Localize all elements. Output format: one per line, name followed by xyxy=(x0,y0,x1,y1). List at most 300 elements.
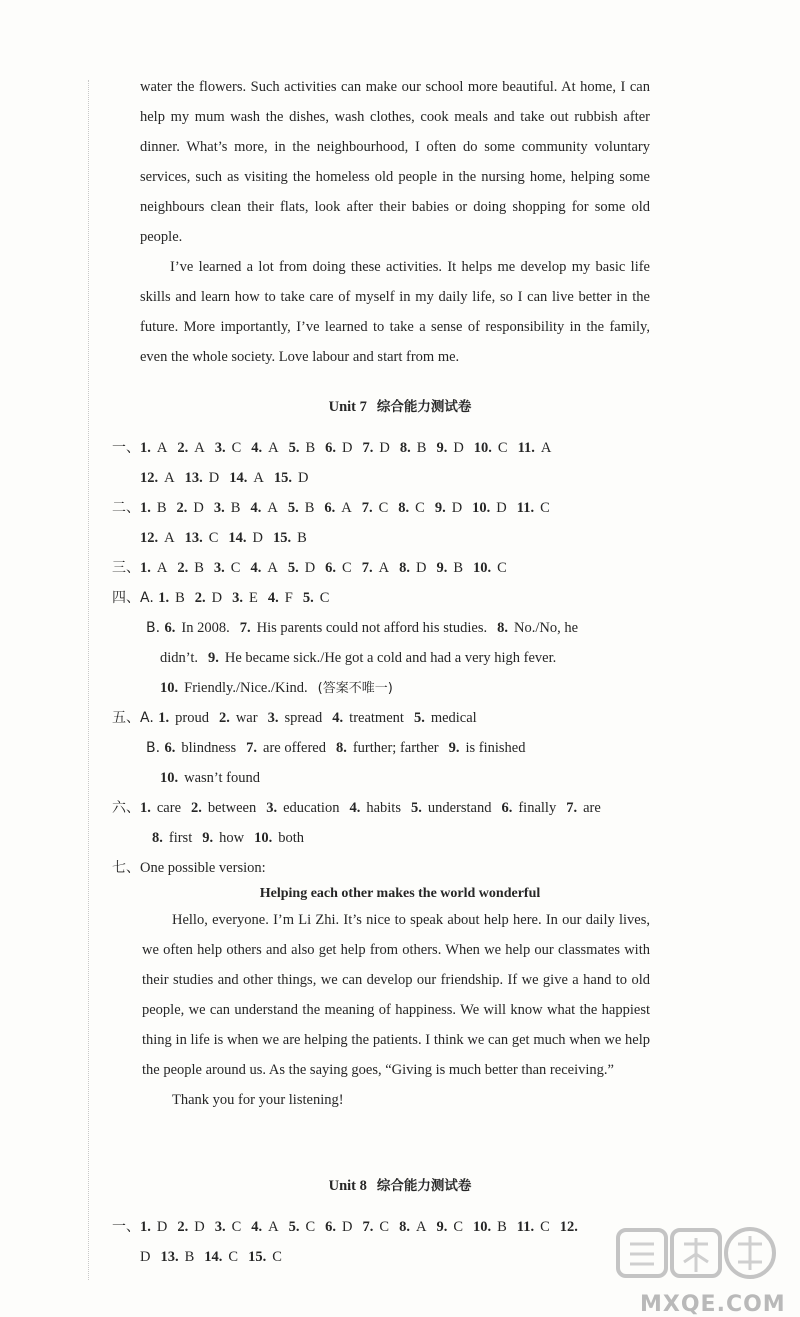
answer-item xyxy=(177,1219,204,1235)
section-number: 一、 xyxy=(112,1219,140,1235)
question-number: 3. xyxy=(232,590,244,606)
answer-item xyxy=(289,1219,316,1235)
answer-item xyxy=(497,620,578,636)
answer-line xyxy=(112,793,611,823)
answer-item xyxy=(248,1249,282,1265)
answer-item xyxy=(362,560,389,576)
answer-value: D xyxy=(453,440,464,456)
answer-value: C xyxy=(415,500,425,516)
answer-item xyxy=(214,560,241,576)
question-number: 14. xyxy=(228,530,247,546)
answer-item xyxy=(185,530,219,546)
answer-value: No./No, he xyxy=(513,620,579,636)
answer-value: B xyxy=(297,530,307,546)
answer-item xyxy=(140,530,175,546)
answer-value: A xyxy=(267,500,278,516)
answer-value: D xyxy=(415,560,427,576)
answer-item xyxy=(140,440,167,456)
answer-value: B xyxy=(175,590,185,606)
answer-value: C xyxy=(453,1219,463,1235)
question-number: 8. xyxy=(398,500,410,516)
answer-value: first xyxy=(168,830,193,846)
unit8-heading xyxy=(0,1174,800,1195)
answer-item xyxy=(289,440,316,456)
question-number: 1. xyxy=(140,440,151,456)
answer-value: D xyxy=(194,1219,205,1235)
answer-line xyxy=(146,733,535,763)
unit7-heading xyxy=(0,395,800,416)
answer-item xyxy=(250,500,277,516)
answer-value: His parents could not afford his studies. xyxy=(256,620,488,636)
answer-value: finally xyxy=(518,800,557,816)
composition-paragraph: I’ve learned a lot from doing these activities. It helps me develop my basic life skills and learn how to take care of myself in my daily life, so I can live better in the future. More importantly, I’ve learned to take a sense of responsibility in the family, even the whole society. Love labour and start from me. xyxy=(140,259,650,365)
answer-item xyxy=(363,440,390,456)
answer-item xyxy=(165,620,230,636)
answer-value: understand xyxy=(427,800,492,816)
answer-value: education xyxy=(283,800,340,816)
model-essay xyxy=(142,905,650,1115)
answer-item xyxy=(449,740,526,756)
question-number: 7. xyxy=(566,800,578,816)
answer-item xyxy=(160,650,198,666)
question-number: 5. xyxy=(288,440,300,456)
answer-item xyxy=(399,560,426,576)
answer-item xyxy=(273,530,307,546)
answer-item xyxy=(325,560,352,576)
answer-line xyxy=(112,583,339,613)
answer-note: (答案不唯一) xyxy=(317,681,393,696)
answer-item xyxy=(266,800,339,816)
answer-item xyxy=(473,560,507,576)
question-number: 9. xyxy=(436,560,448,576)
question-number: 10. xyxy=(473,440,492,456)
question-number: 13. xyxy=(184,530,203,546)
question-number: 4. xyxy=(250,500,262,516)
answer-item xyxy=(158,590,185,606)
answer-item xyxy=(240,620,487,636)
answer-item xyxy=(254,830,304,846)
answer-value: A xyxy=(378,560,390,576)
answer-value: C xyxy=(342,560,352,576)
question-number: 10. xyxy=(472,1219,492,1235)
question-number: 2. xyxy=(191,800,202,816)
answer-value: didn’t. xyxy=(160,650,198,666)
section-number: 二、 xyxy=(112,500,140,516)
question-number: 9. xyxy=(434,500,446,516)
answer-value: war xyxy=(235,710,258,726)
answer-value: B xyxy=(230,500,241,516)
answer-item xyxy=(436,1219,463,1235)
answer-line xyxy=(112,433,561,463)
question-number: 12. xyxy=(140,470,159,486)
answer-value: A xyxy=(164,470,175,486)
watermark-text: MXQE.COM xyxy=(640,1292,786,1317)
answer-value: A xyxy=(156,560,168,576)
answer-item xyxy=(518,440,552,456)
question-number: 5. xyxy=(287,500,299,516)
answer-line xyxy=(140,463,318,493)
answer-item xyxy=(362,500,389,516)
question-number: 6. xyxy=(325,560,337,576)
question-number: 2. xyxy=(177,560,189,576)
binding-margin-line xyxy=(88,80,89,1280)
answer-item xyxy=(324,500,351,516)
question-number: 4. xyxy=(332,710,344,726)
question-number: 5. xyxy=(302,590,314,606)
answer-item xyxy=(246,740,326,756)
answer-item xyxy=(208,650,556,666)
question-number: 10. xyxy=(472,500,491,516)
answer-value: treatment xyxy=(349,710,404,726)
answer-item xyxy=(251,1219,278,1235)
answer-line xyxy=(140,523,317,553)
answer-item xyxy=(472,500,507,516)
answer-value: D xyxy=(156,1219,168,1235)
answer-value: D xyxy=(342,440,353,456)
question-number: 15. xyxy=(248,1249,267,1265)
answer-value: A xyxy=(164,530,175,546)
answer-value: is finished xyxy=(465,740,526,756)
answer-item xyxy=(349,800,401,816)
question-number: 9. xyxy=(208,650,219,666)
question-number: 9. xyxy=(202,830,214,846)
unit7-label: Unit 7 xyxy=(328,399,367,415)
answer-value: wasn’t found xyxy=(184,770,260,786)
answer-value: One possible version: xyxy=(140,860,266,876)
question-number: 11. xyxy=(516,500,535,516)
question-number: 5. xyxy=(287,560,299,576)
unit8-label: Unit 8 xyxy=(328,1178,367,1194)
answer-line xyxy=(146,613,588,643)
answer-item xyxy=(517,1219,550,1235)
answer-value: how xyxy=(219,830,245,846)
answer-value: C xyxy=(497,440,508,456)
answer-line xyxy=(112,853,276,883)
answer-item xyxy=(436,560,463,576)
answer-value: both xyxy=(278,830,304,846)
question-number: 6. xyxy=(164,620,176,636)
question-number: 1. xyxy=(140,1219,151,1235)
question-number: 1. xyxy=(140,560,151,576)
question-number: 10. xyxy=(254,830,273,846)
question-number: 2. xyxy=(194,590,206,606)
answer-item xyxy=(274,470,309,486)
answer-value: A xyxy=(267,560,278,576)
question-number: 5. xyxy=(410,800,422,816)
question-number: 13. xyxy=(184,470,203,486)
question-number: 9. xyxy=(448,740,460,756)
answer-value: Friendly./Nice./Kind. xyxy=(184,680,308,696)
answer-item xyxy=(560,1219,584,1235)
answer-item xyxy=(303,590,330,606)
answer-item xyxy=(436,440,463,456)
answer-value: D xyxy=(211,590,223,606)
answer-value: D xyxy=(496,500,507,516)
answer-value: A xyxy=(341,500,352,516)
answer-item xyxy=(336,740,439,756)
answer-item xyxy=(191,800,256,816)
answer-value: D xyxy=(208,470,220,486)
answer-item xyxy=(474,440,508,456)
answer-value: D xyxy=(451,500,463,516)
answer-value: A xyxy=(268,1219,279,1235)
answer-value: F xyxy=(284,590,293,606)
section-number: B. xyxy=(146,740,165,756)
question-number: 3. xyxy=(267,710,279,726)
question-number: 7. xyxy=(362,440,374,456)
question-number: 15. xyxy=(273,530,292,546)
question-number: 2. xyxy=(218,710,230,726)
answer-item xyxy=(250,560,277,576)
question-number: 5. xyxy=(288,1219,300,1235)
section-number: 六、 xyxy=(112,800,140,816)
question-number: 12. xyxy=(140,530,159,546)
answer-value: C xyxy=(231,1219,242,1235)
answer-item xyxy=(140,500,167,516)
answer-value: proud xyxy=(175,710,209,726)
question-number: 8. xyxy=(335,740,347,756)
question-number: 6. xyxy=(325,1219,337,1235)
essay-title: Helping each other makes the world wonderful xyxy=(259,886,541,901)
answer-value: A xyxy=(268,440,279,456)
answer-item xyxy=(140,1249,150,1265)
answer-value: C xyxy=(319,590,330,606)
watermark-logo-icon xyxy=(600,1222,790,1292)
question-number: 1. xyxy=(140,500,151,516)
question-number: 3. xyxy=(214,1219,226,1235)
answer-value: In 2008. xyxy=(181,620,230,636)
answer-line xyxy=(112,493,560,523)
answer-line xyxy=(112,553,517,583)
question-number: 12. xyxy=(559,1219,578,1235)
question-number: 2. xyxy=(176,500,188,516)
answer-item xyxy=(160,770,260,786)
answer-item xyxy=(160,680,308,696)
answer-value: He became sick./He got a cold and had a very high fever. xyxy=(224,650,557,666)
section-number: 五、A. xyxy=(112,710,159,726)
question-number: 2. xyxy=(177,1219,189,1235)
answer-line xyxy=(160,673,393,704)
question-number: 4. xyxy=(251,1219,263,1235)
answer-item xyxy=(473,1219,507,1235)
answer-value: medical xyxy=(430,710,477,726)
question-number: 8. xyxy=(497,620,508,636)
answer-item xyxy=(219,710,258,726)
answer-item xyxy=(140,1219,167,1235)
answer-value: D xyxy=(379,440,390,456)
answer-line xyxy=(160,763,270,793)
question-number: 3. xyxy=(214,440,226,456)
watermark-logo xyxy=(600,1222,790,1317)
answer-value: B xyxy=(194,560,204,576)
question-number: 10. xyxy=(472,560,492,576)
answer-item xyxy=(398,500,425,516)
question-number: 1. xyxy=(140,800,151,816)
answer-value: B xyxy=(497,1219,507,1235)
question-number: 14. xyxy=(204,1249,223,1265)
answer-line xyxy=(112,1212,594,1242)
answer-item xyxy=(229,470,264,486)
answer-line xyxy=(140,1242,292,1272)
question-number: 2. xyxy=(177,440,189,456)
section-number: 七、 xyxy=(112,860,140,876)
answer-value: B xyxy=(304,500,315,516)
answer-value: C xyxy=(228,1249,239,1265)
question-number: 10. xyxy=(160,770,179,786)
unit8-title: 综合能力测试卷 xyxy=(376,1178,472,1194)
question-number: 8. xyxy=(399,1219,410,1235)
question-number: 7. xyxy=(361,560,373,576)
answer-value: further; farther xyxy=(352,740,439,756)
answer-value: B xyxy=(184,1249,195,1265)
answer-line xyxy=(112,703,487,733)
answer-value: spread xyxy=(284,710,323,726)
answer-item xyxy=(202,830,244,846)
answer-line xyxy=(160,643,566,673)
question-number: 4. xyxy=(267,590,279,606)
answer-value: C xyxy=(497,560,507,576)
answer-item xyxy=(332,710,404,726)
unit7-title: 综合能力测试卷 xyxy=(376,399,472,415)
answer-line xyxy=(152,823,314,853)
answer-value: A xyxy=(540,440,552,456)
question-number: 13. xyxy=(160,1249,179,1265)
section-number: 一、 xyxy=(112,440,140,456)
answer-value: D xyxy=(252,530,264,546)
section-number: 四、A. xyxy=(112,590,159,606)
question-number: 5. xyxy=(413,710,425,726)
answer-value: D xyxy=(297,470,309,486)
question-number: 4. xyxy=(349,800,361,816)
answer-value: B xyxy=(305,440,316,456)
answer-value: B xyxy=(416,440,427,456)
answer-value: C xyxy=(272,1249,282,1265)
answer-value: C xyxy=(540,500,550,516)
answer-item xyxy=(268,590,293,606)
answer-value: C xyxy=(230,560,241,576)
question-number: 1. xyxy=(158,590,170,606)
answer-item xyxy=(195,590,222,606)
question-number: 8. xyxy=(152,830,163,846)
answer-item xyxy=(325,440,352,456)
answer-item xyxy=(363,1219,390,1235)
answer-item xyxy=(140,560,167,576)
answer-item xyxy=(158,710,209,726)
answer-value: D xyxy=(140,1249,151,1265)
answer-item xyxy=(251,440,278,456)
question-number: 6. xyxy=(325,440,337,456)
answer-item xyxy=(215,440,242,456)
answer-item xyxy=(177,500,204,516)
answer-item xyxy=(228,530,263,546)
answer-item xyxy=(165,740,237,756)
answer-item xyxy=(414,710,477,726)
answer-item xyxy=(214,500,241,516)
question-number: 14. xyxy=(229,470,248,486)
answer-item xyxy=(160,1249,194,1265)
answer-value: habits xyxy=(366,800,401,816)
answer-value: between xyxy=(207,800,257,816)
question-number: 3. xyxy=(213,500,225,516)
section-number: B. xyxy=(146,620,165,636)
question-number: 4. xyxy=(251,440,263,456)
answer-value: A xyxy=(156,440,168,456)
question-number: 7. xyxy=(362,1219,374,1235)
answer-value: are xyxy=(583,800,601,816)
answer-item xyxy=(411,800,492,816)
answer-value: D xyxy=(193,500,204,516)
answer-value: blindness xyxy=(181,740,237,756)
answer-item xyxy=(501,800,556,816)
question-number: 6. xyxy=(501,800,513,816)
answer-item xyxy=(435,500,462,516)
answer-value: A xyxy=(253,470,264,486)
answer-value: C xyxy=(231,440,242,456)
answer-value: B xyxy=(453,560,463,576)
answer-item xyxy=(268,710,323,726)
section-number: 三、 xyxy=(112,560,140,576)
answer-value: care xyxy=(156,800,182,816)
question-number: 9. xyxy=(436,440,448,456)
answer-value: C xyxy=(540,1219,550,1235)
answer-item xyxy=(400,440,427,456)
answer-item xyxy=(177,440,204,456)
answer-value: C xyxy=(208,530,219,546)
question-number: 10. xyxy=(160,680,179,696)
answer-value: B xyxy=(156,500,167,516)
answer-value: A xyxy=(415,1219,427,1235)
question-number: 11. xyxy=(516,1219,535,1235)
answer-value: C xyxy=(378,500,389,516)
question-number: 3. xyxy=(266,800,278,816)
question-number: 6. xyxy=(324,500,336,516)
question-number: 4. xyxy=(250,560,262,576)
question-number: 8. xyxy=(399,560,410,576)
answer-item xyxy=(177,560,204,576)
answer-item xyxy=(185,470,220,486)
answer-value: are offered xyxy=(263,740,326,756)
answer-value: E xyxy=(249,590,258,606)
composition-continuation xyxy=(140,72,650,372)
answer-item xyxy=(399,1219,426,1235)
answer-item xyxy=(566,800,601,816)
answer-item xyxy=(517,500,550,516)
answer-value: C xyxy=(379,1219,390,1235)
answer-item xyxy=(152,830,192,846)
answer-item xyxy=(288,500,315,516)
answer-item xyxy=(215,1219,242,1235)
answer-value: D xyxy=(304,560,316,576)
answer-item xyxy=(288,560,315,576)
question-number: 8. xyxy=(399,440,411,456)
answer-item xyxy=(325,1219,352,1235)
answer-value: D xyxy=(342,1219,353,1235)
essay-paragraph: Thank you for your listening! xyxy=(172,1092,344,1108)
question-number: 11. xyxy=(517,440,535,456)
question-number: 3. xyxy=(213,560,225,576)
question-number: 7. xyxy=(246,740,258,756)
question-number: 15. xyxy=(273,470,292,486)
question-number: 7. xyxy=(239,620,251,636)
question-number: 6. xyxy=(164,740,176,756)
answer-value: C xyxy=(305,1219,316,1235)
answer-value: A xyxy=(194,440,205,456)
answer-item xyxy=(140,860,266,876)
answer-item xyxy=(204,1249,238,1265)
essay-paragraph: Hello, everyone. I’m Li Zhi. It’s nice to speak about help here. In our daily lives, we often help others and also get help from others. When we help our classmates with their studies and other things, we can develop our friendship. If we give a hand to old people, we can understand the meaning of happiness. We will know what the happiest thing in life is when we are helping the patients. I think we can get much when we help the people around us. As the saying goes, “Giving is much better than receiving.” xyxy=(142,912,650,1078)
composition-paragraph: water the flowers. Such activities can make our school more beautiful. At home, I can help my mum wash the dishes, wash clothes, cook meals and take out rubbish after dinner. What’s more, in the neighbourhood, I often do some community voluntary services, such as visiting the homeless old people in the nursing home, helping some neighbours clean their flats, look after their babies or doing shopping for some old people. xyxy=(140,79,650,245)
answer-item xyxy=(140,470,175,486)
